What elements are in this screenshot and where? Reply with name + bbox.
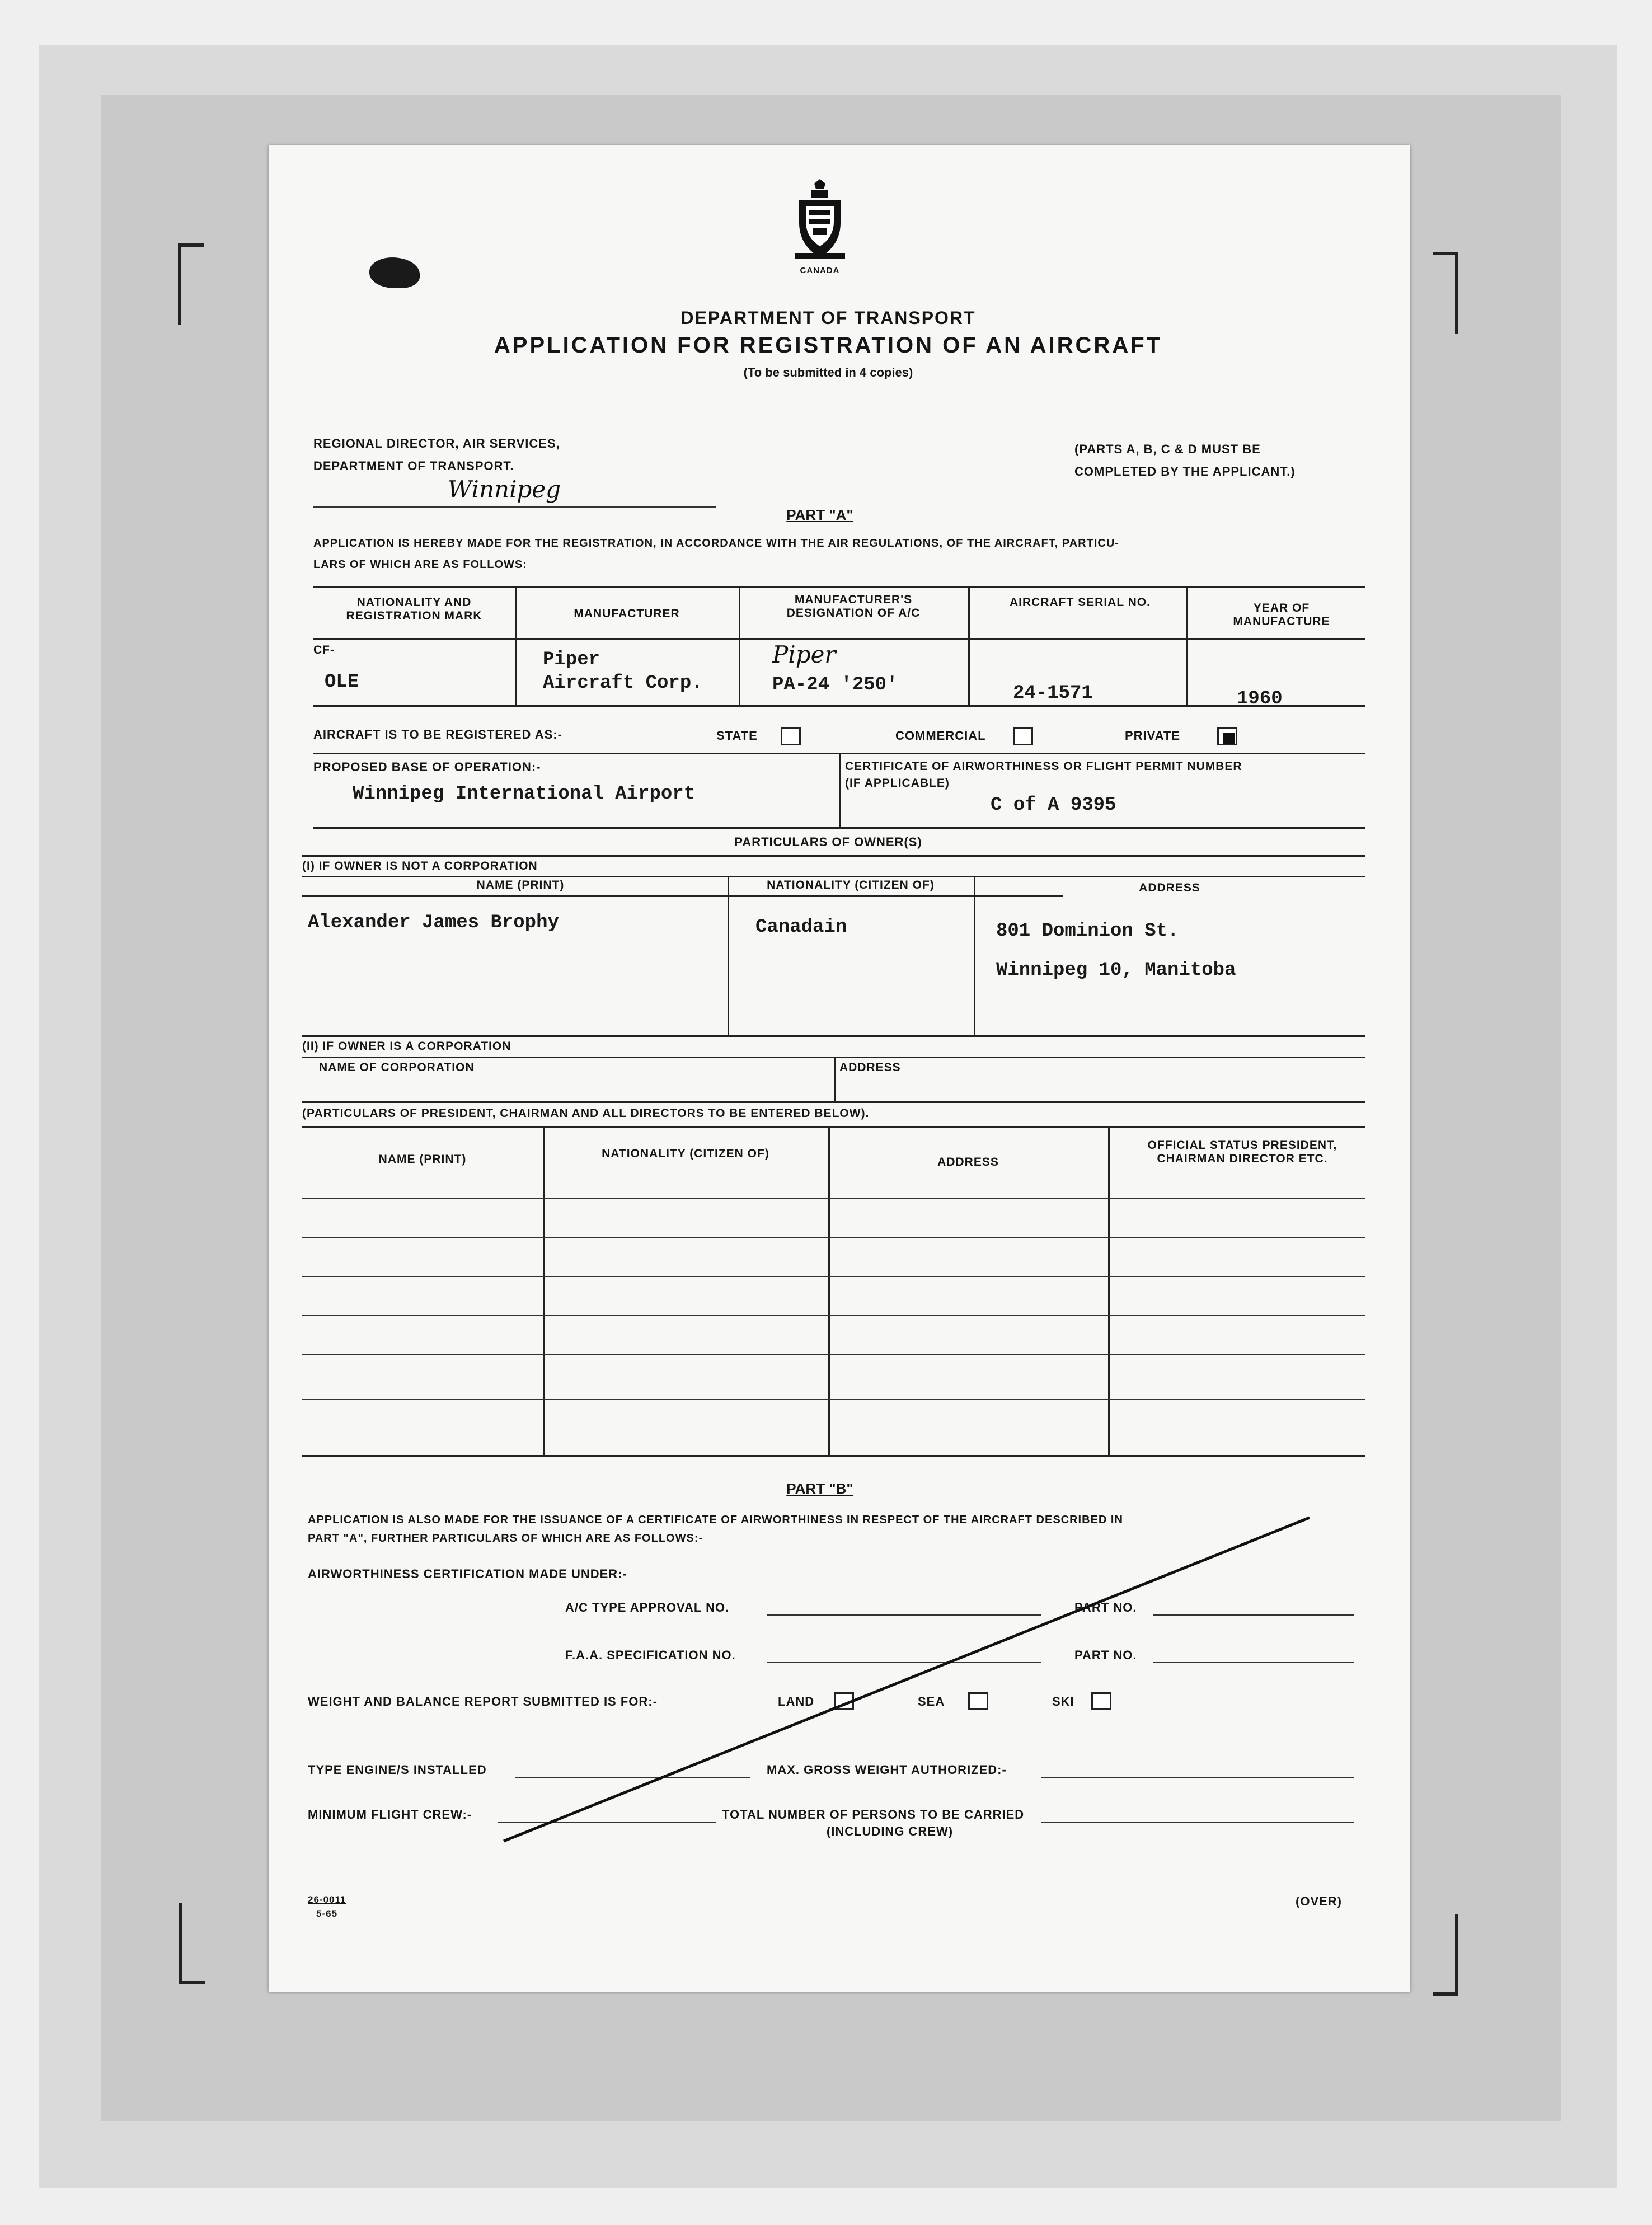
header-nationality: NATIONALITY AND REGISTRATION MARK	[346, 596, 482, 622]
strike-through-line	[269, 145, 1410, 1992]
year-of-manufacture: 1960	[1237, 688, 1283, 710]
part-a-title: PART "A"	[786, 506, 853, 523]
crop-mark-top-right	[1433, 252, 1458, 334]
base-value: Winnipeg International Airport	[353, 783, 696, 805]
header-year: YEAR OF MANUFACTURE	[1233, 602, 1330, 628]
max-weight-label: MAX. GROSS WEIGHT AUTHORIZED:-	[767, 1763, 1007, 1777]
addressee-line2: DEPARTMENT OF TRANSPORT.	[313, 459, 514, 473]
country-label: CANADA	[800, 266, 840, 275]
owners-title: PARTICULARS OF OWNER(S)	[734, 835, 922, 849]
part-a-intro-line2: LARS OF WHICH ARE AS FOLLOWS:	[313, 558, 527, 571]
note-line2: COMPLETED BY THE APPLICANT.)	[1074, 464, 1296, 478]
non-corp-label: (I) IF OWNER IS NOT A CORPORATION	[302, 860, 538, 872]
note-line1: (PARTS A, B, C & D MUST BE	[1074, 442, 1261, 456]
ski-label: SKI	[1052, 1694, 1074, 1708]
base-label: PROPOSED BASE OF OPERATION:-	[313, 760, 541, 774]
designation-typed: PA-24 '250'	[772, 674, 898, 696]
faa-spec-label: F.A.A. SPECIFICATION NO.	[565, 1648, 736, 1662]
owner-address-line1: 801 Dominion St.	[996, 921, 1179, 942]
weight-balance-label: WEIGHT AND BALANCE REPORT SUBMITTED IS FOR:-	[308, 1694, 658, 1708]
coa-label-line1: CERTIFICATE OF AIRWORTHINESS OR FLIGHT PERMIT NUMBER	[845, 760, 1242, 773]
directors-header-address: ADDRESS	[937, 1156, 999, 1168]
directors-header-nationality: NATIONALITY (CITIZEN OF)	[602, 1147, 769, 1160]
part-no-label: PART NO.	[1074, 1600, 1137, 1614]
crop-mark-bottom-left	[179, 1903, 205, 1984]
owner-header-name: NAME (PRINT)	[476, 879, 565, 891]
cert-made-under-label: AIRWORTHINESS CERTIFICATION MADE UNDER:-	[308, 1567, 627, 1581]
including-crew-label: (INCLUDING CREW)	[826, 1824, 954, 1838]
corp-header-name: NAME OF CORPORATION	[319, 1061, 475, 1074]
commercial-label: COMMERCIAL	[895, 729, 986, 743]
serial-number: 24-1571	[1013, 683, 1093, 704]
sea-label: SEA	[918, 1694, 945, 1708]
header-serial: AIRCRAFT SERIAL NO.	[1010, 596, 1151, 609]
part-no-label-2: PART NO.	[1074, 1648, 1137, 1662]
over-label: (OVER)	[1296, 1894, 1342, 1908]
engine-label: TYPE ENGINE/S INSTALLED	[308, 1763, 487, 1777]
header-manufacturer: MANUFACTURER	[574, 607, 680, 620]
manufacturer-line1: Piper	[543, 649, 600, 670]
header-designation: MANUFACTURER'S DESIGNATION OF A/C	[786, 593, 921, 619]
part-b-title: PART "B"	[786, 1480, 853, 1497]
owner-header-address: ADDRESS	[1139, 881, 1200, 894]
part-b-intro-line1: APPLICATION IS ALSO MADE FOR THE ISSUANCE OF A CERTIFICATE OF AIRWORTHINESS IN RESPECT OF THE AIRCRAFT DESCRIBED IN	[308, 1514, 1123, 1526]
crop-mark-top-left	[178, 243, 204, 325]
state-label: STATE	[716, 729, 758, 743]
form-date: 5-65	[316, 1908, 338, 1919]
page-title: APPLICATION FOR REGISTRATION OF AN AIRCRAFT	[494, 333, 1163, 358]
manufacturer-line2: Aircraft Corp.	[543, 673, 703, 694]
designation-handwritten: Piper	[772, 641, 836, 668]
coa-value: C of A 9395	[991, 795, 1116, 816]
addressee-line1: REGIONAL DIRECTOR, AIR SERVICES,	[313, 436, 560, 450]
land-label: LAND	[778, 1694, 815, 1708]
min-crew-label: MINIMUM FLIGHT CREW:-	[308, 1808, 472, 1822]
directors-header-name: NAME (PRINT)	[378, 1153, 467, 1166]
corp-label: (II) IF OWNER IS A CORPORATION	[302, 1040, 511, 1053]
registration-mark: OLE	[325, 672, 359, 693]
department-title: DEPARTMENT OF TRANSPORT	[680, 308, 976, 328]
owner-nationality: Canadain	[755, 917, 847, 938]
total-persons-label: TOTAL NUMBER OF PERSONS TO BE CARRIED	[722, 1808, 1025, 1822]
type-approval-label: A/C TYPE APPROVAL NO.	[565, 1600, 730, 1614]
part-a-intro-line1: APPLICATION IS HEREBY MADE FOR THE REGISTRATION, IN ACCORDANCE WITH THE AIR REGULATIONS, OF THE AIRCRAFT, PARTICU-	[313, 537, 1119, 550]
part-b-intro-line2: PART "A", FURTHER PARTICULARS OF WHICH ARE AS FOLLOWS:-	[308, 1532, 703, 1545]
directors-header-status: OFFICIAL STATUS PRESIDENT, CHAIRMAN DIRECTOR ETC.	[1147, 1139, 1337, 1165]
page-subtitle: (To be submitted in 4 copies)	[743, 365, 913, 379]
owner-address-line2: Winnipeg 10, Manitoba	[996, 960, 1236, 981]
crop-mark-bottom-right	[1433, 1914, 1458, 1996]
form-number: 26-0011	[308, 1894, 346, 1905]
application-form	[269, 145, 1410, 1992]
private-label: PRIVATE	[1125, 729, 1181, 743]
registered-as-label: AIRCRAFT IS TO BE REGISTERED AS:-	[313, 727, 562, 741]
coa-label-line2: (IF APPLICABLE)	[845, 777, 950, 790]
corp-header-address: ADDRESS	[839, 1061, 901, 1074]
addressee-city: Winnipeg	[448, 476, 561, 503]
directors-label: (PARTICULARS OF PRESIDENT, CHAIRMAN AND ALL DIRECTORS TO BE ENTERED BELOW).	[302, 1107, 870, 1120]
owner-header-nationality: NATIONALITY (CITIZEN OF)	[767, 879, 935, 891]
owner-name: Alexander James Brophy	[308, 912, 559, 933]
cf-prefix: CF-	[313, 644, 335, 656]
